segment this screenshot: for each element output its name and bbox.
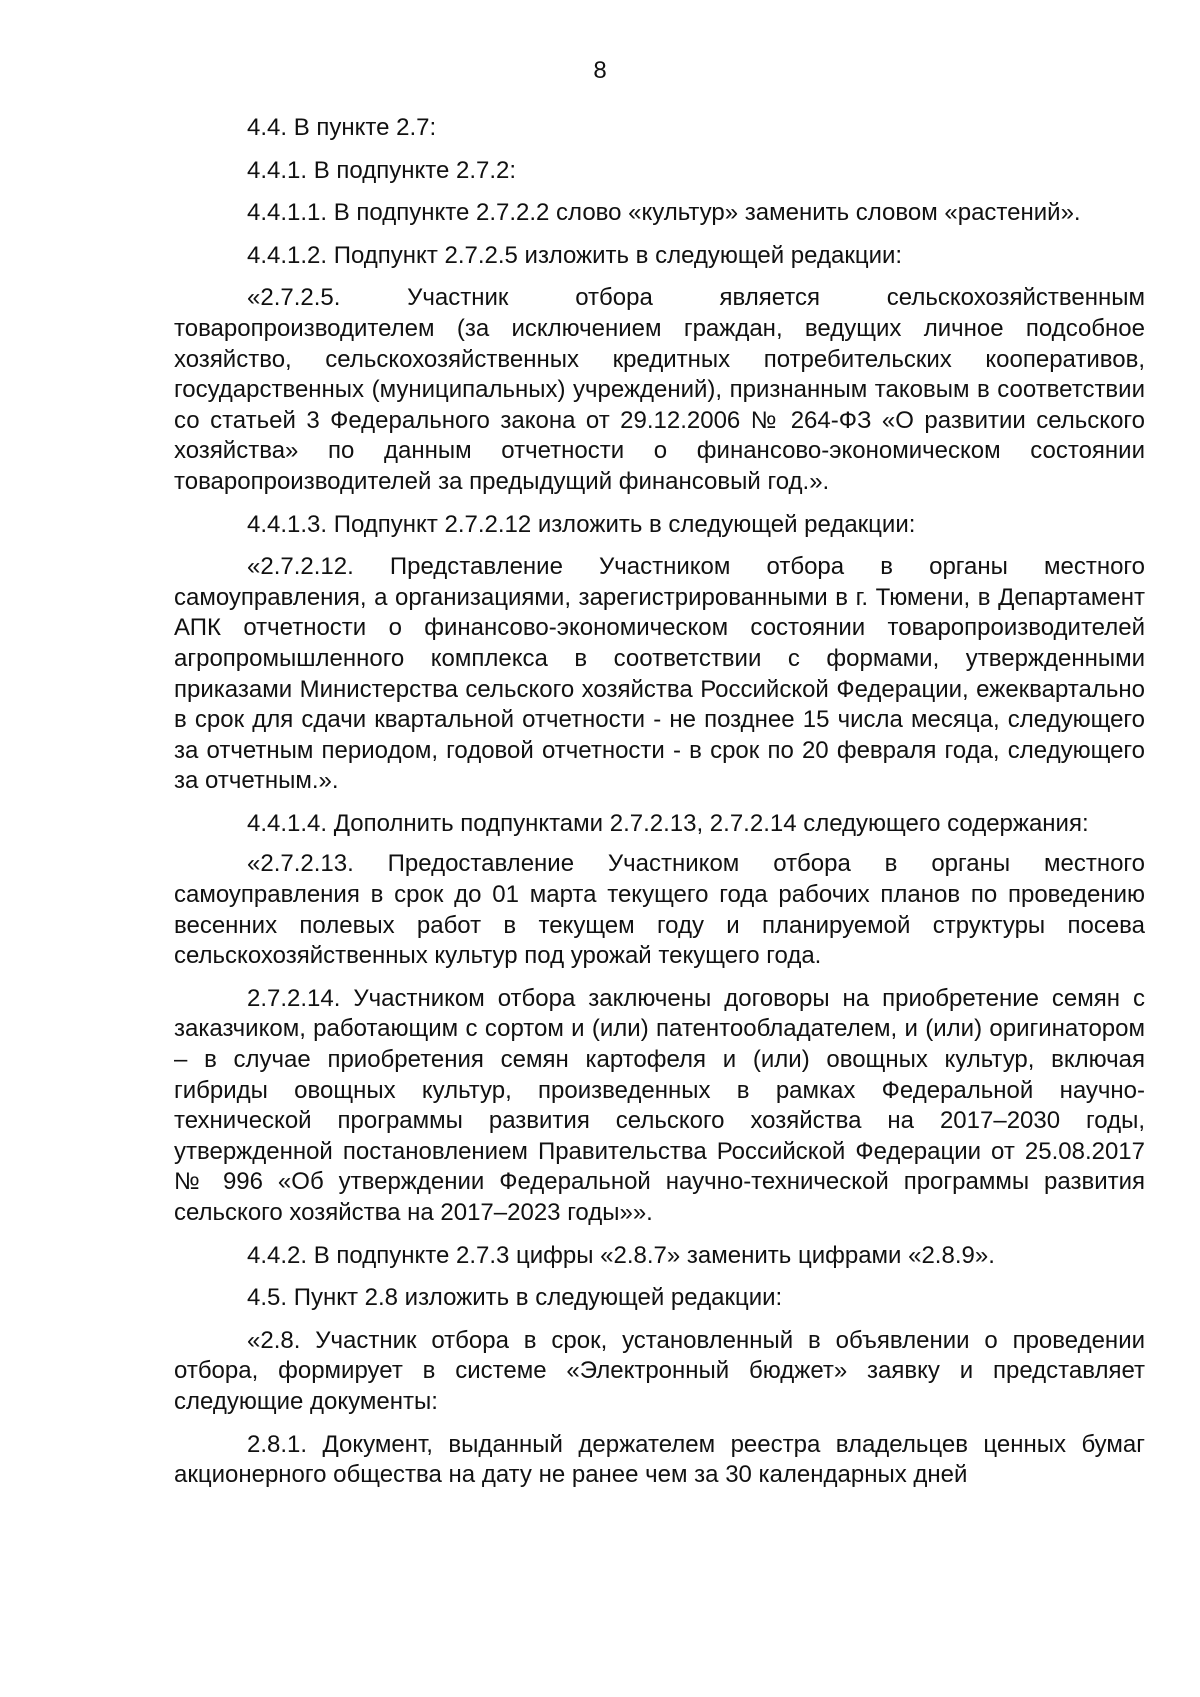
quote-2-7-2-12: «2.7.2.12. Представление Участником отбора в органы местного самоуправления, а организациями, зарегистрированными в г. Тюмени, в Департамент АПК отчетности о финансово-экономическом состоянии товаропроизводителей агропромышленного комплекса в соответствии с формами, утвержденными приказами Министерства сельского хозяйства Российской Федерации, ежеквартально в срок для сдачи квартальной отчетности - не позднее 15 числа месяца, следующего за отчетным периодом, годовой отчетности - в срок по 20 февраля года, следующего за отчетным.». <box>174 553 1145 795</box>
paragraph-4-4-1-1: 4.4.1.1. В подпункте 2.7.2.2 слово «культур» заменить словом «растений». <box>247 199 1081 227</box>
paragraph-2-8-1: 2.8.1. Документ, выданный держателем реестра владельцев ценных бумаг акционерного общества на дату не ранее чем за 30 календарных дней <box>174 1430 1145 1489</box>
paragraph-4-4-1-2: 4.4.1.2. Подпункт 2.7.2.5 изложить в следующей редакции: <box>247 241 903 269</box>
quote-2-8: «2.8. Участник отбора в срок, установленный в объявлении о проведении отбора, формирует в системе «Электронный бюджет» заявку и представляет следующие документы: <box>174 1326 1145 1415</box>
paragraph-4-5: 4.5. Пункт 2.8 изложить в следующей редакции: <box>247 1284 783 1312</box>
paragraph-4-4-1-4: 4.4.1.4. Дополнить подпунктами 2.7.2.13, 2.7.2.14 следующего содержания: <box>247 809 1089 837</box>
quote-2-7-2-5: «2.7.2.5. Участник отбора является сельскохозяйственным товаропроизводителем (за исключением граждан, ведущих личное подсобное хозяйство, сельскохозяйственных кредитных потребительских кооперативов, государственных (муниципальных) учреждений), признанным таковым в соответствии со статьей 3 Федерального закона от 29.12.2006 № 264-ФЗ «О развитии сельского хозяйства» по данным отчетности о финансово-экономическом состоянии товаропроизводителей за предыдущий финансовый год.». <box>174 284 1145 495</box>
document-body <box>174 113 1145 1503</box>
quote-2-7-2-13: «2.7.2.13. Предоставление Участником отбора в органы местного самоуправления в срок до 01 марта текущего года рабочих планов по проведению весенних полевых работ в текущем году и планируемой структуры посева сельскохозяйственных культур под урожай текущего года. <box>174 850 1145 970</box>
paragraph-4-4: 4.4. В пункте 2.7: <box>247 114 437 141</box>
paragraph-4-4-1: 4.4.1. В подпункте 2.7.2: <box>247 156 517 184</box>
page-number: 8 <box>593 57 607 84</box>
quote-2-7-2-14: 2.7.2.14. Участником отбора заключены договоры на приобретение семян с заказчиком, работающим с сортом и (или) патентообладателем, и (или) оригинатором – в случае приобретения семян картофеля и (или) овощных культур, включая гибриды овощных культур, произведенных в рамках Федеральной научно-технической программы развития сельского хозяйства на 2017–2030 годы, утвержденной постановлением Правительства Российской Федерации от 25.08.2017 № 996 «Об утверждении Федеральной научно-технической программы развития сельского хозяйства на 2017–2023 годы»». <box>174 984 1145 1226</box>
paragraph-4-4-1-3: 4.4.1.3. Подпункт 2.7.2.12 изложить в следующей редакции: <box>247 510 916 538</box>
paragraph-4-4-2: 4.4.2. В подпункте 2.7.3 цифры «2.8.7» заменить цифрами «2.8.9». <box>247 1241 995 1269</box>
